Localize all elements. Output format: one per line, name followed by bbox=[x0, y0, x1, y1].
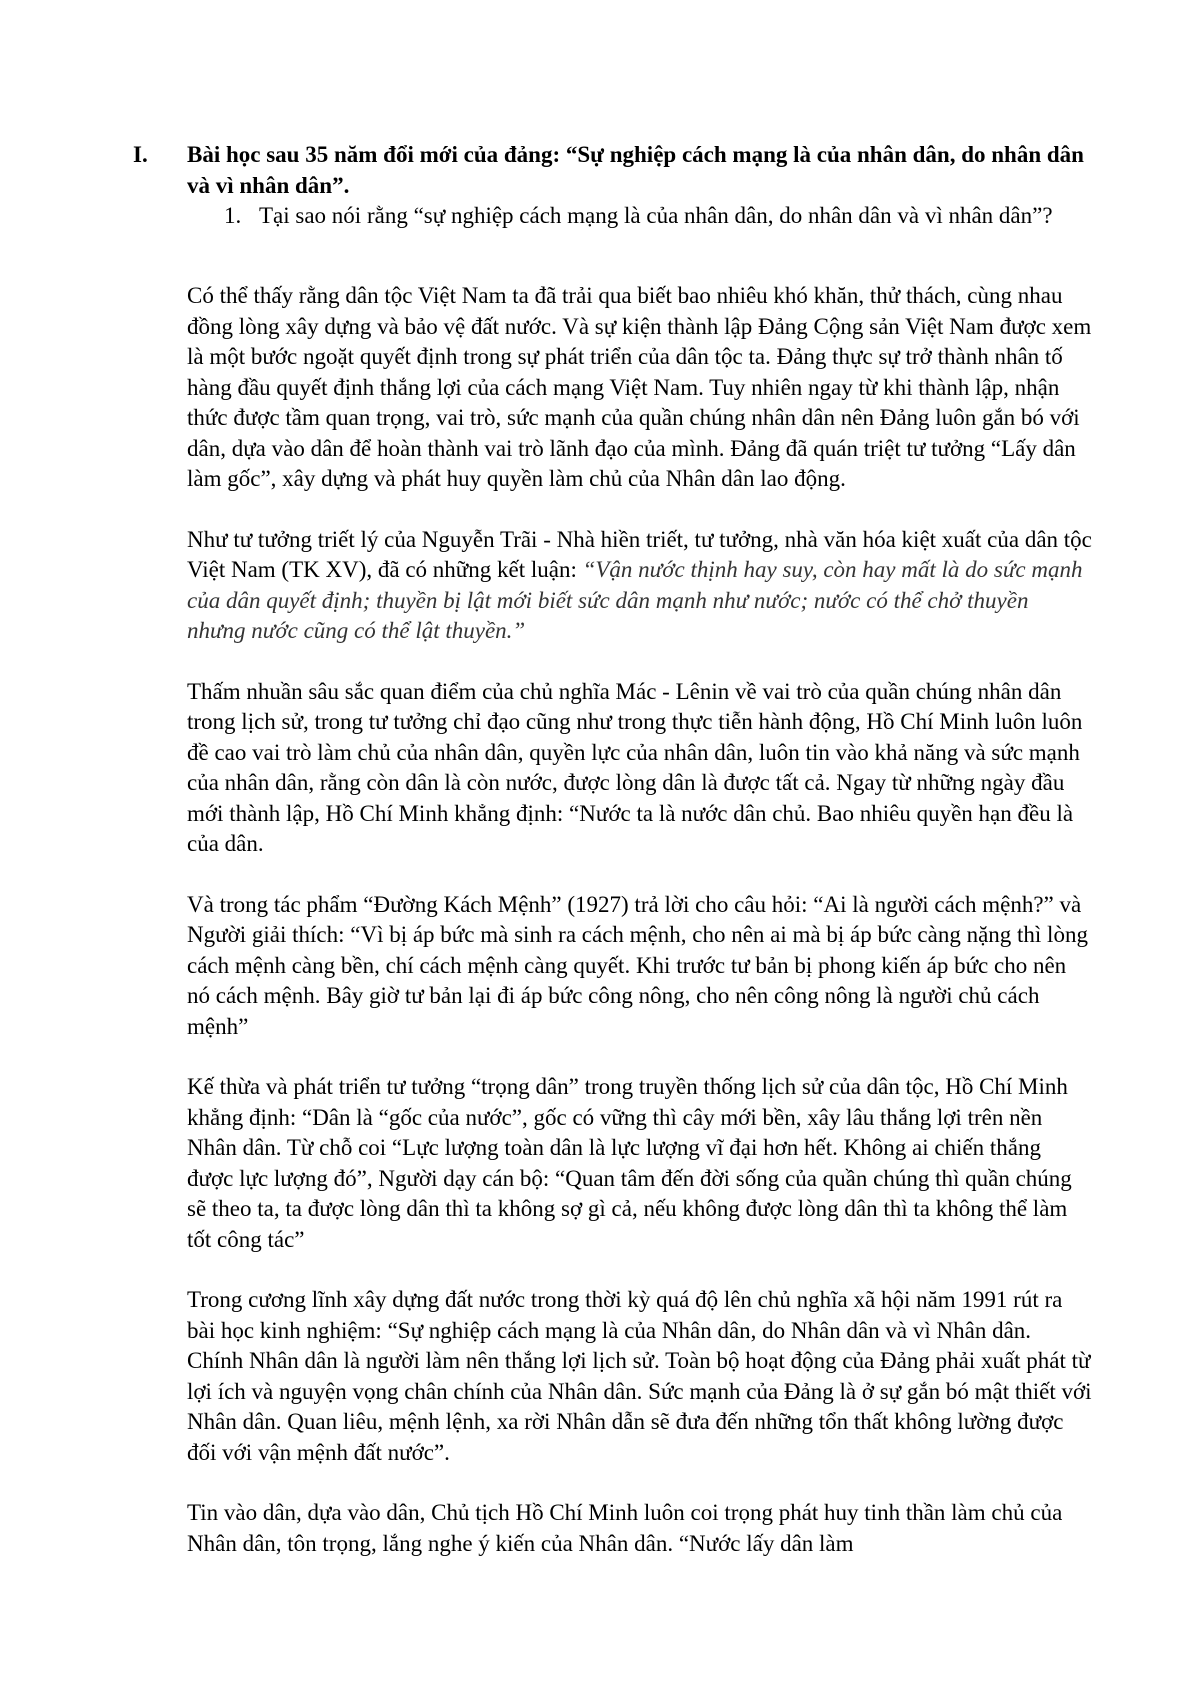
nguyen-trai-quote: “Vận nước thịnh hay suy, còn hay mất là do sức mạnh của dân quyết định; thuyền bị lật mới biết sức dân mạnh như nước; nước có thể chở thuyền nhưng nước cũng có thể lật thuyền.” bbox=[187, 557, 1083, 643]
section-number: I. bbox=[133, 142, 148, 167]
paragraph-2-lead: Như tư tưởng triết lý của Nguyễn Trãi - Nhà hiền triết, tư tưởng, nhà văn hóa kiệt xuất của dân tộc Việt Nam (TK XV), đã có những kết luận: bbox=[187, 526, 1092, 582]
question-title: Tại sao nói rằng “sự nghiệp cách mạng là của nhân dân, do nhân dân và vì nhân dân”? bbox=[259, 203, 1053, 228]
paragraph-4: Và trong tác phẩm “Đường Kách Mệnh” (1927) trả lời cho câu hỏi: “Ai là người cách mệnh?” và Người giải thích: “Vì bị áp bức mà sinh ra cách mệnh, cho nên ai mà bị áp bức càng nặng thì lòng cách mệnh càng bền, chí cách mệnh càng quyết. Khi trước tư bản bị phong kiến áp bức cho nên nó cách mệnh. Bây giờ tư bản lại đi áp bức công nông, cho nên công nông là người chủ cách mệnh” bbox=[187, 891, 1088, 1039]
paragraph-5: Kế thừa và phát triển tư tưởng “trọng dân” trong truyền thống lịch sử của dân tộc, Hồ Chí Minh khẳng định: “Dân là “gốc của nước”, gốc có vững thì cây mới bền, xây lâu thắng lợi trên nền Nhân dân. Từ chỗ coi “Lực lượng toàn dân là lực lượng vĩ đại hơn hết. Không ai chiến thắng được lực lượng đó”, Người dạy cán bộ: “Quan tâm đến đời sống của quần chúng thì quần chúng sẽ theo ta, ta được lòng dân thì ta không sợ gì cả, nếu không được lòng dân thì ta không thể làm tốt công tác” bbox=[187, 1074, 1072, 1252]
paragraph-6: Trong cương lĩnh xây dựng đất nước trong thời kỳ quá độ lên chủ nghĩa xã hội năm 1991 rút ra bài học kinh nghiệm: “Sự nghiệp cách mạng là của Nhân dân, do Nhân dân và vì Nhân dân. Chính Nhân dân là người làm nên thắng lợi lịch sử. Toàn bộ hoạt động của Đảng phải xuất phát từ lợi ích và nguyện vọng chân chính của Nhân dân. Sức mạnh của Đảng là ở sự gắn bó mật thiết với Nhân dân. Quan liêu, mệnh lệnh, xa rời Nhân dẫn sẽ đưa đến những tổn thất không lường được đối với vận mệnh đất nước”. bbox=[187, 1287, 1092, 1465]
section-title: Bài học sau 35 năm đổi mới của đảng: “Sự nghiệp cách mạng là của nhân dân, do nhân dân và vì nhân dân”. bbox=[187, 142, 1084, 198]
paragraph-1: Có thể thấy rằng dân tộc Việt Nam ta đã trải qua biết bao nhiêu khó khăn, thử thách, cùng nhau đồng lòng xây dựng và bảo vệ đất nước. Và sự kiện thành lập Đảng Cộng sản Việt Nam được xem là một bước ngoặt quyết định trong sự phát triển của dân tộc ta. Đảng thực sự trở thành nhân tố hàng đầu quyết định thắng lợi của cách mạng Việt Nam. Tuy nhiên ngay từ khi thành lập, nhận thức được tầm quan trọng, vai trò, sức mạnh của quần chúng nhân dân nên Đảng luôn gắn bó với dân, dựa vào dân để hoàn thành vai trò lãnh đạo của mình. Đảng đã quán triệt tư tưởng “Lấy dân làm gốc”, xây dựng và phát huy quyền làm chủ của Nhân dân lao động. bbox=[187, 283, 1092, 491]
body-text bbox=[187, 281, 1092, 1589]
question-heading bbox=[224, 201, 1084, 232]
paragraph-7: Tin vào dân, dựa vào dân, Chủ tịch Hồ Chí Minh luôn coi trọng phát huy tinh thần làm chủ của Nhân dân, tôn trọng, lắng nghe ý kiến của Nhân dân. “Nước lấy dân làm bbox=[187, 1500, 1063, 1556]
section-heading bbox=[133, 140, 1093, 201]
paragraph-2 bbox=[187, 525, 1092, 647]
question-number: 1. bbox=[224, 203, 242, 228]
paragraph-3: Thấm nhuần sâu sắc quan điểm của chủ nghĩa Mác - Lênin về vai trò của quần chúng nhân dân trong lịch sử, trong tư tưởng chỉ đạo cũng như trong thực tiễn hành động, Hồ Chí Minh luôn luôn đề cao vai trò làm chủ của nhân dân, quyền lực của nhân dân, luôn tin vào khả năng và sức mạnh của nhân dân, rằng còn dân là còn nước, được lòng dân là được tất cả. Ngay từ những ngày đầu mới thành lập, Hồ Chí Minh khẳng định: “Nước ta là nước dân chủ. Bao nhiêu quyền hạn đều là của dân. bbox=[187, 678, 1083, 856]
